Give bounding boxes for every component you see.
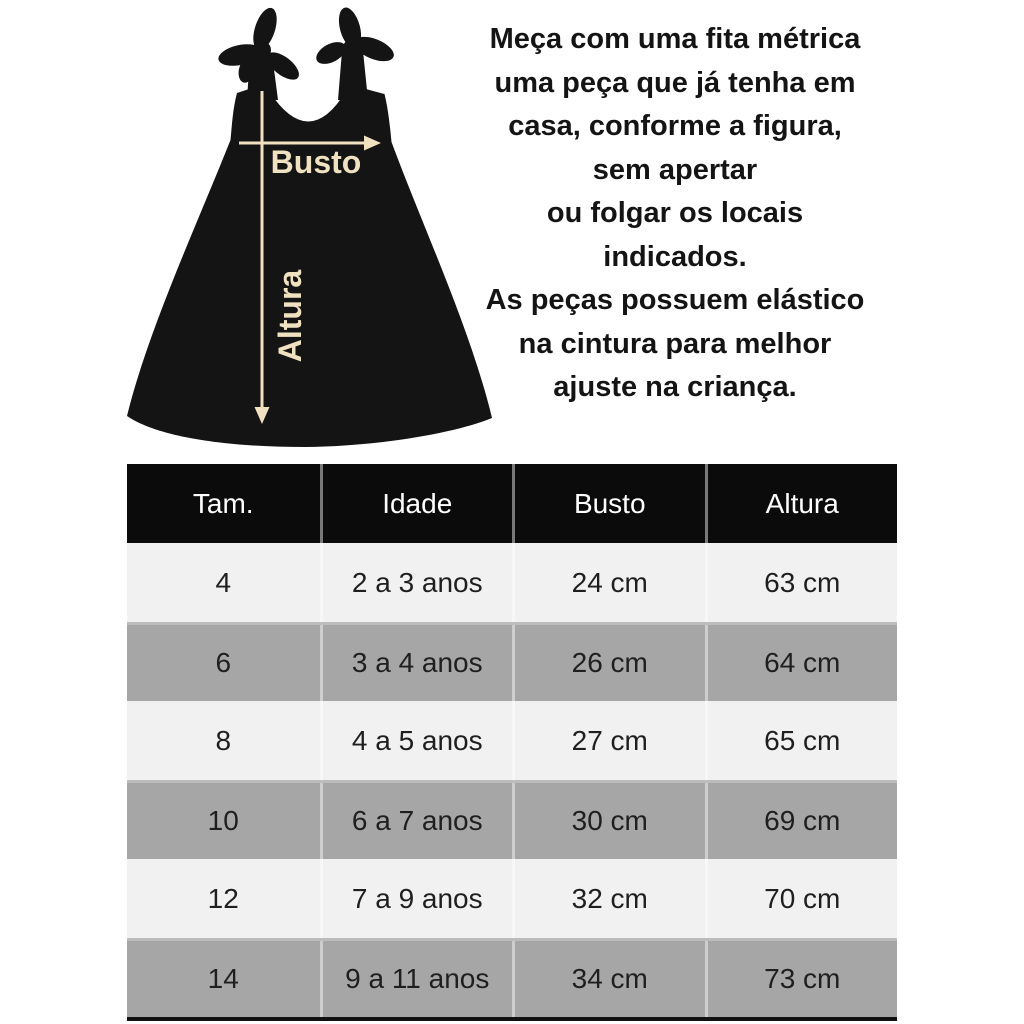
table-row (127, 543, 897, 622)
dress-right-strap (338, 51, 368, 100)
table-row (127, 701, 897, 780)
table-cell: 34 cm (512, 941, 705, 1017)
table-header-cell: Altura (705, 464, 898, 543)
table-cell: 30 cm (512, 783, 705, 859)
table-row (127, 780, 897, 859)
table-header-cell: Tam. (192, 487, 254, 519)
size-table-body (127, 543, 897, 1017)
busto-measure-label: Busto (270, 144, 362, 180)
table-cell: 65 cm (705, 701, 898, 780)
table-row (127, 622, 897, 701)
table-cell: 27 cm (512, 701, 705, 780)
table-cell: 26 cm (512, 625, 705, 701)
instruction-line: uma peça que já tenha em (494, 66, 856, 99)
instruction-line: ou folgar os locais (546, 197, 804, 229)
table-cell: 8 (215, 724, 232, 756)
table-cell: 64 cm (705, 625, 898, 701)
table-cell: 73 cm (705, 941, 898, 1017)
table-row (127, 859, 897, 938)
table-cell: 14 (207, 963, 239, 994)
table-cell: 32 cm (512, 859, 705, 938)
instruction-line: casa, conforme a figura, (508, 110, 842, 142)
table-header-cell: Busto (512, 464, 705, 543)
table-row (127, 938, 897, 1017)
table-cell: 6 a 7 anos (320, 783, 513, 859)
instruction-line: ajuste na criança. (553, 371, 797, 403)
size-table-header-row (127, 464, 897, 543)
altura-measure-label: Altura (272, 269, 308, 363)
table-cell: 3 a 4 anos (320, 625, 513, 701)
instruction-line: Meça com uma fita métrica (489, 23, 861, 55)
table-cell: 70 cm (705, 859, 898, 938)
table-header-cell: Idade (320, 464, 513, 543)
table-cell: 69 cm (705, 783, 898, 859)
size-table (127, 464, 897, 1021)
instruction-line: As peças possuem elástico (485, 284, 865, 316)
instruction-line: indicados. (603, 240, 747, 273)
instruction-line: na cintura para melhor (518, 327, 832, 360)
table-cell: 10 (207, 805, 239, 836)
instruction-line: sem apertar (592, 153, 758, 186)
table-cell: 9 a 11 anos (320, 941, 513, 1017)
table-bottom-border (127, 1017, 897, 1021)
table-cell: 2 a 3 anos (320, 543, 513, 622)
table-cell: 4 a 5 anos (320, 701, 513, 780)
table-cell: 7 a 9 anos (320, 859, 513, 938)
table-cell: 24 cm (512, 543, 705, 622)
measurement-instructions (443, 18, 907, 410)
table-cell: 63 cm (705, 543, 898, 622)
table-cell: 12 (207, 882, 239, 914)
table-cell: 4 (215, 566, 232, 598)
table-cell: 6 (215, 647, 232, 678)
